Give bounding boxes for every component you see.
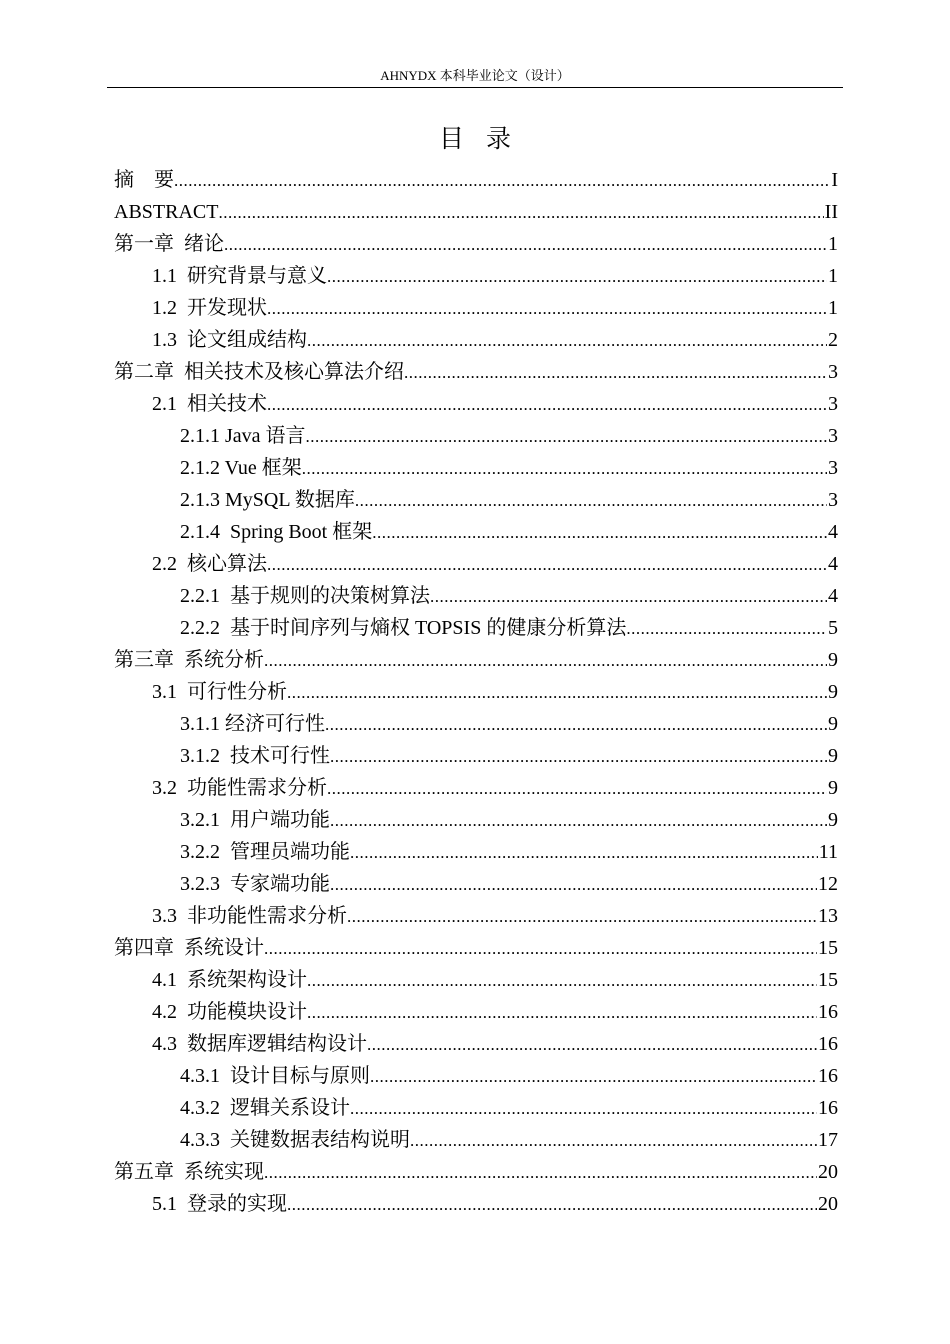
toc-entry-label: 3.1 可行性分析: [152, 681, 287, 703]
toc-entry-label: 5.1 登录的实现: [152, 1193, 287, 1215]
toc-entry-label: 2.1.3 MySQL 数据库: [180, 489, 355, 511]
toc-entry-label: 第三章 系统分析: [114, 649, 264, 671]
toc-entry-label: 1.1 研究背景与意义: [152, 265, 327, 287]
toc-entry-label: 3.2.3 专家端功能: [180, 873, 330, 895]
toc-entry[interactable]: [114, 324, 838, 356]
toc-entry-page-number: 9: [828, 745, 838, 767]
toc-entry[interactable]: [114, 1028, 838, 1060]
toc-entry[interactable]: [114, 484, 838, 516]
toc-entry-page-number: 13: [818, 905, 838, 927]
toc-entry-label: 4.1 系统架构设计: [152, 969, 307, 991]
toc-entry[interactable]: [114, 356, 838, 388]
toc-dot-leader: [350, 1093, 817, 1125]
toc-dot-leader: [626, 613, 827, 645]
toc-entry-page-number: 3: [828, 361, 838, 383]
toc-entry[interactable]: [114, 932, 838, 964]
toc-entry[interactable]: [114, 1188, 838, 1220]
toc-dot-leader: [264, 645, 827, 677]
toc-entry-label: 1.2 开发现状: [152, 297, 267, 319]
toc-entry[interactable]: [114, 612, 838, 644]
toc-entry-page-number: 2: [828, 329, 838, 351]
toc-dot-leader: [306, 421, 827, 453]
toc-entry[interactable]: [114, 708, 838, 740]
toc-entry-page-number: 20: [818, 1193, 838, 1215]
toc-entry-label: 摘 要: [114, 169, 174, 191]
toc-dot-leader: [330, 805, 827, 837]
toc-entry-page-number: 15: [818, 937, 838, 959]
toc-dot-leader: [287, 677, 827, 709]
toc-dot-leader: [372, 517, 827, 549]
toc-entry[interactable]: [114, 580, 838, 612]
toc-dot-leader: [327, 261, 827, 293]
toc-entry-page-number: 9: [828, 649, 838, 671]
toc-entry-page-number: 3: [828, 457, 838, 479]
toc-entry-label: 2.1.4 Spring Boot 框架: [180, 521, 373, 543]
toc-entry-page-number: 9: [828, 681, 838, 703]
toc-entry-label: 2.2.2 基于时间序列与熵权 TOPSIS 的健康分析算法: [180, 617, 627, 639]
toc-entry-label: 2.1 相关技术: [152, 393, 267, 415]
toc-entry[interactable]: [114, 388, 838, 420]
toc-entry-label: 第四章 系统设计: [114, 937, 264, 959]
toc-dot-leader: [307, 965, 817, 997]
toc-title: 目录: [438, 124, 533, 153]
toc-dot-leader: [330, 741, 827, 773]
table-of-contents: [114, 164, 838, 1220]
toc-entry-page-number: 16: [818, 1097, 838, 1119]
toc-entry-label: 4.2 功能模块设计: [152, 1001, 307, 1023]
toc-entry[interactable]: [114, 516, 838, 548]
toc-dot-leader: [325, 709, 827, 741]
toc-entry[interactable]: [114, 804, 838, 836]
toc-entry-label: 3.2 功能性需求分析: [152, 777, 327, 799]
toc-dot-leader: [355, 485, 827, 517]
toc-entry[interactable]: [114, 868, 838, 900]
toc-entry-label: 3.2.2 管理员端功能: [180, 841, 350, 863]
toc-entry-page-number: 1: [828, 233, 838, 255]
toc-dot-leader: [327, 773, 827, 805]
toc-entry-page-number: 11: [818, 841, 838, 863]
toc-dot-leader: [224, 229, 827, 261]
toc-entry[interactable]: [114, 740, 838, 772]
toc-entry-page-number: 4: [828, 585, 838, 607]
toc-entry-label: 2.1.2 Vue 框架: [180, 457, 302, 479]
toc-entry[interactable]: [114, 644, 838, 676]
toc-entry-label: 4.3.3 关键数据表结构说明: [180, 1129, 410, 1151]
toc-entry[interactable]: [114, 964, 838, 996]
toc-entry[interactable]: [114, 1156, 838, 1188]
toc-entry[interactable]: [114, 228, 838, 260]
page-header: AHNYDX 本科毕业论文（设计）: [380, 68, 570, 83]
toc-entry-page-number: 16: [818, 1001, 838, 1023]
toc-entry-label: ABSTRACT: [114, 201, 219, 223]
toc-entry-page-number: II: [824, 201, 838, 223]
toc-dot-leader: [174, 165, 830, 197]
toc-entry-page-number: 1: [828, 297, 838, 319]
toc-entry-label: 4.3.2 逻辑关系设计: [180, 1097, 350, 1119]
toc-dot-leader: [267, 389, 827, 421]
toc-entry-page-number: 3: [828, 393, 838, 415]
toc-entry-page-number: 9: [828, 777, 838, 799]
toc-dot-leader: [307, 325, 827, 357]
header-rule: [107, 87, 843, 88]
toc-entry[interactable]: [114, 1124, 838, 1156]
toc-dot-leader: [302, 453, 827, 485]
toc-entry-page-number: 5: [828, 617, 838, 639]
toc-dot-leader: [410, 1125, 817, 1157]
toc-entry[interactable]: [114, 292, 838, 324]
toc-entry[interactable]: [114, 1092, 838, 1124]
toc-entry-label: 3.2.1 用户端功能: [180, 809, 330, 831]
toc-dot-leader: [404, 357, 827, 389]
toc-entry-page-number: 3: [828, 425, 838, 447]
toc-entry-label: 3.3 非功能性需求分析: [152, 905, 347, 927]
toc-entry[interactable]: [114, 420, 838, 452]
toc-entry-page-number: 12: [818, 873, 838, 895]
toc-entry-label: 第二章 相关技术及核心算法介绍: [114, 361, 404, 383]
toc-dot-leader: [367, 1029, 817, 1061]
toc-entry[interactable]: [114, 836, 838, 868]
toc-entry-page-number: I: [831, 169, 838, 191]
toc-entry-label: 2.2 核心算法: [152, 553, 267, 575]
toc-entry-page-number: 16: [818, 1033, 838, 1055]
toc-entry[interactable]: [114, 900, 838, 932]
toc-dot-leader: [264, 933, 817, 965]
toc-dot-leader: [330, 869, 817, 901]
toc-entry-page-number: 1: [828, 265, 838, 287]
toc-entry[interactable]: [114, 676, 838, 708]
toc-dot-leader: [287, 1189, 817, 1221]
toc-entry-page-number: 20: [818, 1161, 838, 1183]
toc-dot-leader: [350, 837, 818, 869]
toc-dot-leader: [347, 901, 817, 933]
toc-entry[interactable]: [114, 260, 838, 292]
toc-dot-leader: [307, 997, 817, 1029]
toc-entry[interactable]: [114, 548, 838, 580]
toc-entry[interactable]: [114, 196, 838, 228]
toc-entry-label: 1.3 论文组成结构: [152, 329, 307, 351]
toc-dot-leader: [267, 293, 827, 325]
toc-dot-leader: [370, 1061, 817, 1093]
toc-entry[interactable]: [114, 164, 838, 196]
toc-entry-page-number: 3: [828, 489, 838, 511]
toc-entry-page-number: 4: [828, 553, 838, 575]
toc-entry-label: 2.2.1 基于规则的决策树算法: [180, 585, 430, 607]
toc-dot-leader: [267, 549, 827, 581]
toc-entry-label: 2.1.1 Java 语言: [180, 425, 306, 447]
toc-entry-label: 3.1.2 技术可行性: [180, 745, 330, 767]
toc-entry-label: 4.3 数据库逻辑结构设计: [152, 1033, 367, 1055]
toc-entry[interactable]: [114, 1060, 838, 1092]
toc-entry-page-number: 16: [818, 1065, 838, 1087]
toc-entry-page-number: 4: [828, 521, 838, 543]
toc-entry-page-number: 9: [828, 809, 838, 831]
toc-entry-label: 3.1.1 经济可行性: [180, 713, 325, 735]
toc-entry-label: 4.3.1 设计目标与原则: [180, 1065, 370, 1087]
toc-entry-page-number: 9: [828, 713, 838, 735]
toc-entry-label: 第一章 绪论: [114, 233, 224, 255]
toc-dot-leader: [264, 1157, 817, 1189]
toc-dot-leader: [218, 197, 823, 229]
toc-entry-label: 第五章 系统实现: [114, 1161, 264, 1183]
toc-entry-page-number: 15: [818, 969, 838, 991]
toc-entry-page-number: 17: [818, 1129, 838, 1151]
toc-dot-leader: [430, 581, 827, 613]
toc-entry[interactable]: [114, 996, 838, 1028]
toc-entry[interactable]: [114, 452, 838, 484]
toc-entry[interactable]: [114, 772, 838, 804]
